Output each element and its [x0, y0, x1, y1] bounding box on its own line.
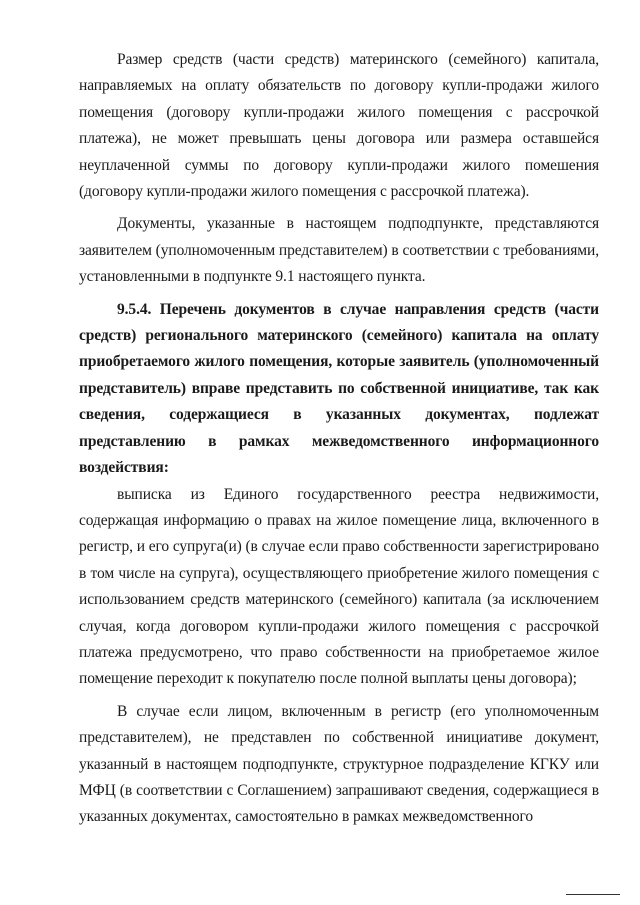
paragraph-documents-submission: Документы, указанные в настоящем подподпункте, представляются заявителем (уполномоченным представителем) в соответствии с требованиями, установленными в подпункте 9.1 настоящего пункта. — [79, 215, 599, 286]
paragraph-registry-extract: выписка из Единого государственного реестра недвижимости, содержащая информацию о правах на жилое помещение лица, включенного в регистр, и его супруга(и) (в случае если право собственности зарегистрировано в том числе на супруга), осуществляющего приобретение жилого помещения с использованием средств материнского (семейного) капитала (за исключением случая, когда договором купли-продажи жилого помещения с рассрочкой платежа предусмотрено, что право собственности на приобретаемое жилое помещение переходит к покупателю после полной выплаты цены договора); — [79, 485, 599, 688]
paragraph-section-9-5-4-heading: 9.5.4. Перечень документов в случае направления средств (части средств) регионального материнского (семейного) капитала на оплату приобретаемого жилого помещения, которые заявитель (уполномоченный представитель) вправе представить по собственной инициативе, так как сведения, содержащиеся в указанных документах, подлежат представлению в рамках межведомственного информационного воздействия: — [79, 300, 599, 477]
paragraph-capital-limit: Размер средств (части средств) материнского (семейного) капитала, направляемых на оплату обязательств по договору купли-продажи жилого помещения (договору купли-продажи жилого помещения с рассрочкой платежа), не может превышать цены договора или размера оставшейся неуплаченной суммы по договору купли-продажи жилого помешения (договору купли-продажи жилого помещения с рассрочкой платежа). — [79, 51, 599, 201]
paragraph-interagency-request: В случае если лицом, включенным в регистр (его уполномоченным представителем), не представлен по собственной инициативе документ, указанный в настоящем подподпункте, структурное подразделение КГКУ или МФЦ (в соответствии с Соглашением) запрашивают сведения, содержащиеся в указанных документах, самостоятельно в рамках межведомственного — [79, 702, 599, 826]
document-body — [79, 47, 599, 831]
footer-rule — [566, 894, 620, 895]
